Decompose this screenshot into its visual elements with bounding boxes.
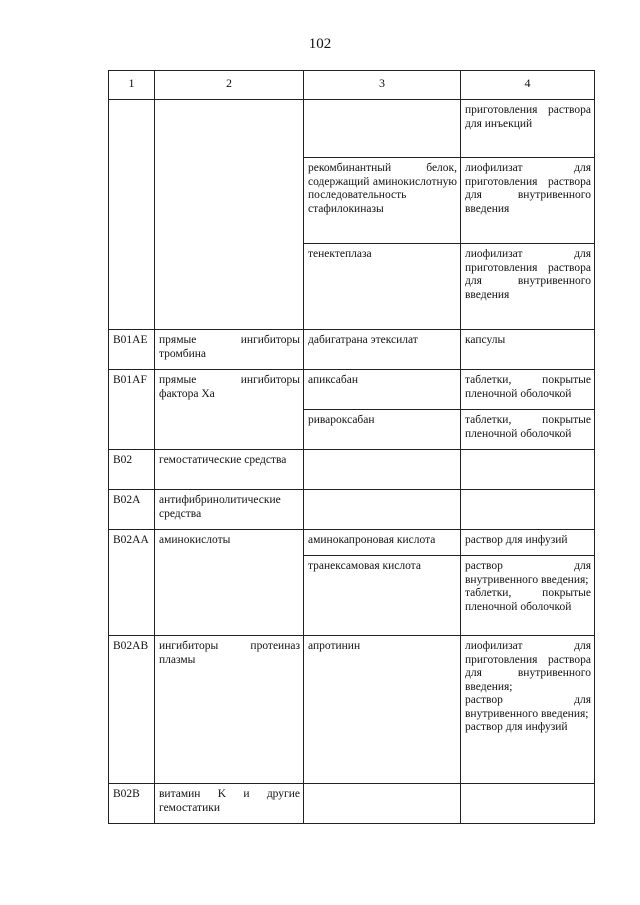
table-row bbox=[109, 490, 595, 530]
atc-code-cell bbox=[109, 100, 155, 330]
group-cell: ингибиторы протеиназ плазмы bbox=[155, 636, 304, 784]
drug-cell: тенектеплаза bbox=[304, 244, 461, 330]
table-row bbox=[109, 636, 595, 784]
drug-cell: апротинин bbox=[304, 636, 461, 784]
form-cell: лиофилизат для приготовления раствора для внутривенного введения bbox=[461, 244, 595, 330]
drug-cell: рекомбинантный белок, содержащий аминокислотную последовательность стафилокиназы bbox=[304, 158, 461, 244]
group-cell: витамин K и другие гемостатики bbox=[155, 784, 304, 824]
drug-cell: аминокапроновая кислота bbox=[304, 530, 461, 556]
table-row bbox=[109, 330, 595, 370]
page-number: 102 bbox=[308, 36, 332, 52]
table-row bbox=[109, 784, 595, 824]
drug-cell: транексамовая кислота bbox=[304, 556, 461, 636]
table-row bbox=[109, 100, 595, 158]
drug-cell bbox=[304, 490, 461, 530]
column-header-2: 2 bbox=[155, 71, 304, 100]
drug-cell: ривароксабан bbox=[304, 410, 461, 450]
form-cell: таблетки, покрытые пленочной оболочкой bbox=[461, 410, 595, 450]
drug-table bbox=[108, 70, 595, 824]
drug-cell bbox=[304, 784, 461, 824]
column-header-1: 1 bbox=[109, 71, 155, 100]
atc-code-cell: B02AA bbox=[109, 530, 155, 636]
atc-code-cell: B01AF bbox=[109, 370, 155, 450]
group-cell: прямые ингибиторы тромбина bbox=[155, 330, 304, 370]
form-cell bbox=[461, 450, 595, 490]
form-cell: лиофилизат для приготовления раствора для внутривенного введения; раствор для внутривенного введения; раствор для инфузий bbox=[461, 636, 595, 784]
form-cell: раствор для инфузий bbox=[461, 530, 595, 556]
group-cell: аминокислоты bbox=[155, 530, 304, 636]
form-cell bbox=[461, 784, 595, 824]
form-cell: лиофилизат для приготовления раствора для внутривенного введения bbox=[461, 158, 595, 244]
form-cell: раствор для внутривенного введения; таблетки, покрытые пленочной оболочкой bbox=[461, 556, 595, 636]
group-cell: прямые ингибиторы фактора Xa bbox=[155, 370, 304, 450]
atc-code-cell: B02 bbox=[109, 450, 155, 490]
atc-code-cell: B02A bbox=[109, 490, 155, 530]
column-header-3: 3 bbox=[304, 71, 461, 100]
atc-code-cell: B02B bbox=[109, 784, 155, 824]
table-row bbox=[109, 450, 595, 490]
drug-cell: апиксабан bbox=[304, 370, 461, 410]
group-cell bbox=[155, 100, 304, 330]
form-cell: капсулы bbox=[461, 330, 595, 370]
header-row bbox=[109, 71, 595, 100]
drug-cell bbox=[304, 450, 461, 490]
form-cell bbox=[461, 490, 595, 530]
atc-code-cell: B01AE bbox=[109, 330, 155, 370]
form-cell: приготовления раствора для инъекций bbox=[461, 100, 595, 158]
table-row bbox=[109, 530, 595, 556]
group-cell: антифибринолитические средства bbox=[155, 490, 304, 530]
form-cell: таблетки, покрытые пленочной оболочкой bbox=[461, 370, 595, 410]
column-header-4: 4 bbox=[461, 71, 595, 100]
drug-cell: дабигатрана этексилат bbox=[304, 330, 461, 370]
atc-code-cell: B02AB bbox=[109, 636, 155, 784]
group-cell: гемостатические средства bbox=[155, 450, 304, 490]
table-row bbox=[109, 370, 595, 410]
drug-cell bbox=[304, 100, 461, 158]
